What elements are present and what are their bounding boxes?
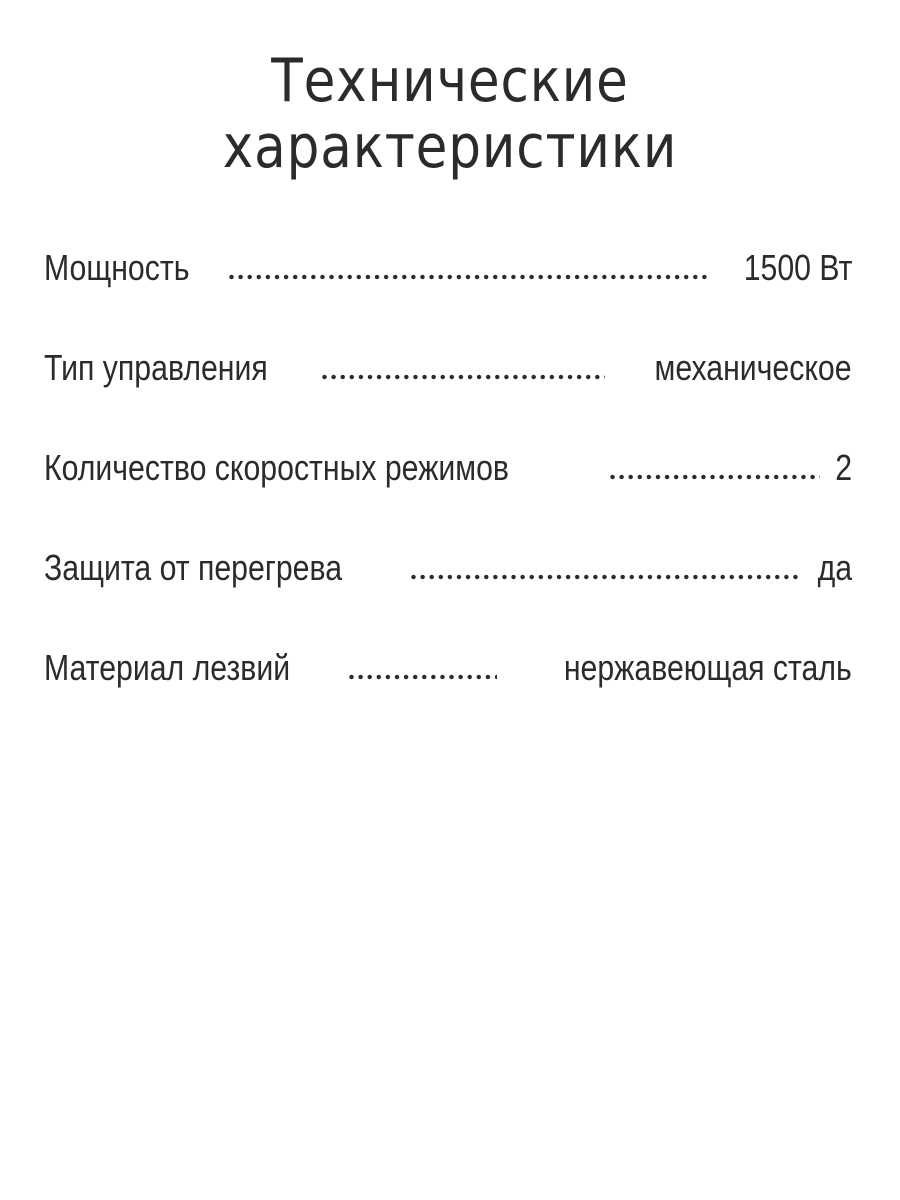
dot-leader	[229, 274, 710, 280]
title-line-1: Технические	[271, 46, 629, 116]
dot-leader	[610, 474, 820, 480]
spec-label: Мощность	[44, 247, 190, 288]
page-title	[63, 48, 837, 180]
spec-value: механическое	[654, 347, 852, 388]
spec-value: 1500 Вт	[743, 247, 852, 288]
dot-leader	[349, 674, 497, 680]
spec-value: нержавеющая сталь	[564, 647, 852, 688]
spec-row-speed-modes	[44, 438, 852, 538]
spec-row-overheat-protection	[44, 538, 852, 638]
spec-label: Тип управления	[44, 347, 268, 388]
spec-row-blade-material	[44, 638, 852, 738]
spec-row-control-type	[44, 338, 852, 438]
spec-label: Количество скоростных режимов	[44, 447, 509, 488]
dot-leader	[411, 574, 799, 580]
spec-label: Материал лезвий	[44, 647, 291, 688]
spec-value: да	[817, 547, 852, 588]
dot-leader	[322, 374, 605, 380]
spec-value: 2	[835, 447, 852, 488]
spec-list	[44, 238, 852, 738]
spec-label: Защита от перегрева	[44, 547, 343, 588]
spec-row-power	[44, 238, 852, 338]
title-line-2: характеристики	[222, 112, 678, 182]
